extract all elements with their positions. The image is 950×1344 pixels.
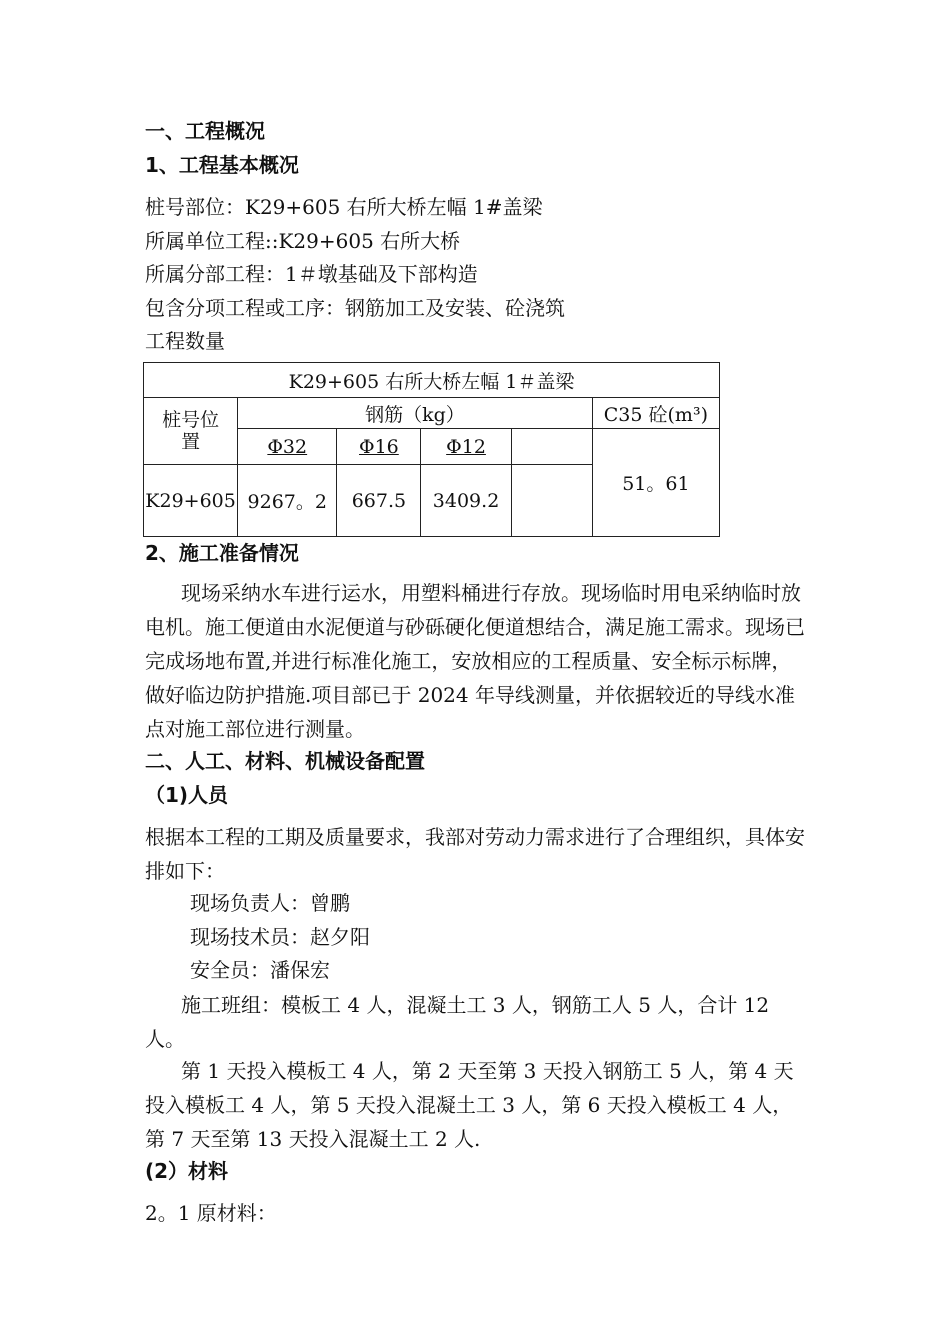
section-heading-2: 二、人工、材料、机械设备配置 [145, 749, 425, 773]
crew-schedule: 第 1 天投入模板工 4 人，第 2 天至第 3 天投入钢筋工 5 人，第 4 天投入模板工 4 人，第 5 天投入混凝土工 3 人，第 6 天投入模板工 4 人，第 7 天至第 13 天投入混凝土工 2 人. [145, 1059, 794, 1151]
info-sub-project: 所属分部工程：1＃墩基础及下部构造 [145, 262, 478, 286]
site-technician: 现场技术员：赵夕阳 [190, 925, 370, 949]
header-rebar: 钢筋（kg） [238, 398, 593, 429]
section-heading-1: 一、工程概况 [145, 119, 265, 143]
subheading-preparation: 2、施工准备情况 [145, 541, 299, 565]
raw-materials-label: 2。1 原材料： [145, 1201, 277, 1225]
safety-officer: 安全员：潘保宏 [190, 958, 330, 982]
header-d16: Φ16 [337, 429, 421, 465]
header-concrete: C35 砼(m³) [592, 398, 719, 429]
cell-concrete-value: 51。61 [592, 429, 719, 537]
preparation-paragraph: 现场采纳水车进行运水，用塑料桶进行存放。现场临时用电采纳临时放电机。施工便道由水泥便道与砂砾硬化便道想结合，满足施工需求。现场已完成场地布置,并进行标准化施工，安放相应的工程质量、安全标示标牌，做好临边防护措施.项目部已于 2024 年导线测量，并依据较近的导线水准点对施工部位进行测量。 [145, 581, 805, 741]
subheading-personnel: （1)人员 [145, 783, 229, 807]
cell-d32: 9267。2 [238, 465, 337, 537]
info-station: 桩号部位：K29+605 右所大桥左幅 1#盖梁 [145, 195, 543, 219]
header-station: 桩号位置 [144, 398, 238, 465]
cell-d16: 667.5 [337, 465, 421, 537]
info-items: 包含分项工程或工序：钢筋加工及安装、砼浇筑 [145, 296, 565, 320]
site-manager: 现场负责人：曾鹏 [190, 891, 350, 915]
personnel-intro: 根据本工程的工期及质量要求，我部对劳动力需求进行了合理组织，具体安排如下： [145, 825, 805, 883]
crew-composition: 施工班组：模板工 4 人，混凝土工 3 人，钢筋工人 5 人，合计 12 人。 [145, 993, 770, 1051]
info-unit-project: 所属单位工程::K29+605 右所大桥 [145, 229, 461, 253]
subheading-basic-overview: 1、工程基本概况 [145, 153, 299, 177]
subheading-materials: (2）材料 [145, 1159, 229, 1183]
quantity-table [143, 362, 720, 537]
cell-d12: 3409.2 [421, 465, 511, 537]
header-d12: Φ12 [421, 429, 511, 465]
info-quantity-label: 工程数量 [145, 329, 225, 353]
cell-empty [511, 465, 592, 537]
header-empty [511, 429, 592, 465]
header-d32: Φ32 [238, 429, 337, 465]
cell-station: K29+605 [144, 465, 238, 537]
table-title: K29+605 右所大桥左幅 1＃盖梁 [144, 363, 720, 398]
